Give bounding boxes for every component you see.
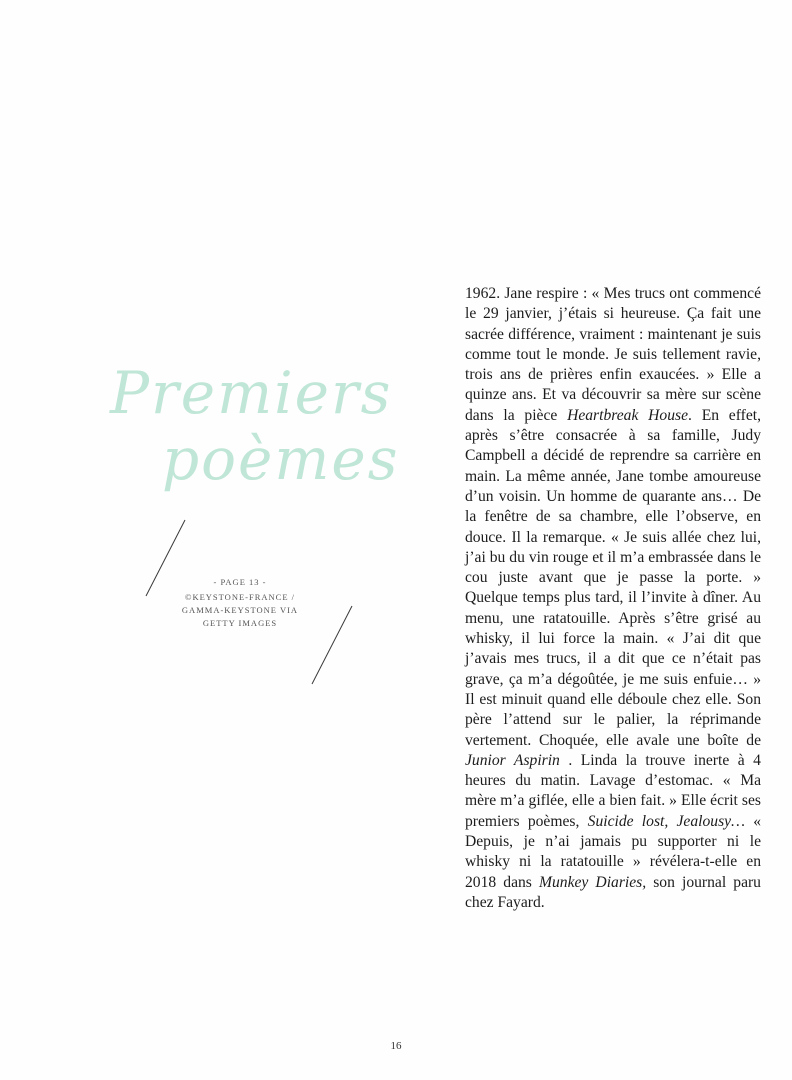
text-segment: 1962. Jane respire : « Mes trucs ont commencé le 29 janvier, j’étais si heureuse. Ça fait une sacrée différence, vraiment : maintenant je suis comme tout le monde. Je suis tellement ravie, trois ans de prières enfin exaucées. » Elle a quinze ans. Et va découvrir sa mère sur scène dans la pièce bbox=[465, 285, 761, 424]
text-segment: « Depuis, je n’ai jamais pu supporter ni le whisky ni la ratatouille » révélera-t-elle en 2018 dans bbox=[465, 812, 762, 891]
section-title bbox=[110, 359, 400, 493]
text-segment-italic: Junior Aspirin bbox=[465, 751, 560, 769]
caption-page-ref: - PAGE 13 - bbox=[213, 577, 267, 587]
caption-rule-lower bbox=[312, 606, 352, 684]
photo-credit-caption bbox=[170, 576, 310, 630]
text-segment-italic: Munkey Diaries, bbox=[538, 873, 647, 891]
page-number: 16 bbox=[390, 1040, 402, 1052]
text-segment: . En effet, après s’être consacrée à sa famille, Judy Campbell a décidé de reprendre sa carrière en main. La même année, Jane tombe amoureuse d’un voisin. Un homme de quarante ans… De la fenêtre de sa chambre, elle l’observe, en douce. Il la remarque. « Je suis allée chez lui, j’ai bu du vin rouge et il m’a embrassée dans le cou juste avant que je passe la porte. » Quelque temps plus tard, il l’invite à dîner. Au menu, une ratatouille. Après s’être grisé au whisky, il lui force la main. « J’ai dit que j’avais mes trucs, il a dit que ce n’était pas grave, ça m’a dégoûtée, je me suis enfuie… » Il est minuit quand elle déboule chez elle. Son père l’attend sur le palier, la réprimande vertement. Choquée, elle avale une boîte de bbox=[465, 406, 761, 749]
article-body bbox=[465, 284, 761, 913]
article-paragraph bbox=[465, 284, 761, 913]
text-segment-italic: Heartbreak House bbox=[567, 406, 689, 424]
caption-credit-line2: GAMMA-KEYSTONE VIA bbox=[181, 605, 299, 615]
text-segment: son journal paru chez Fayard. bbox=[465, 873, 761, 911]
text-segment-italic: Suicide lost, Jealousy… bbox=[587, 812, 745, 830]
text-segment: . Linda la trouve inerte à 4 heures du matin. Lavage d’estomac. « Ma mère m’a giflée, elle a bien fait. » Elle écrit ses premiers poèmes, bbox=[465, 751, 761, 830]
section-title-line2: poèmes bbox=[162, 425, 400, 493]
caption-credit-line1: ©KEYSTONE-FRANCE / bbox=[184, 592, 295, 602]
caption-credit-line3: GETTY IMAGES bbox=[202, 618, 278, 628]
section-title-line1: Premiers bbox=[110, 359, 393, 427]
